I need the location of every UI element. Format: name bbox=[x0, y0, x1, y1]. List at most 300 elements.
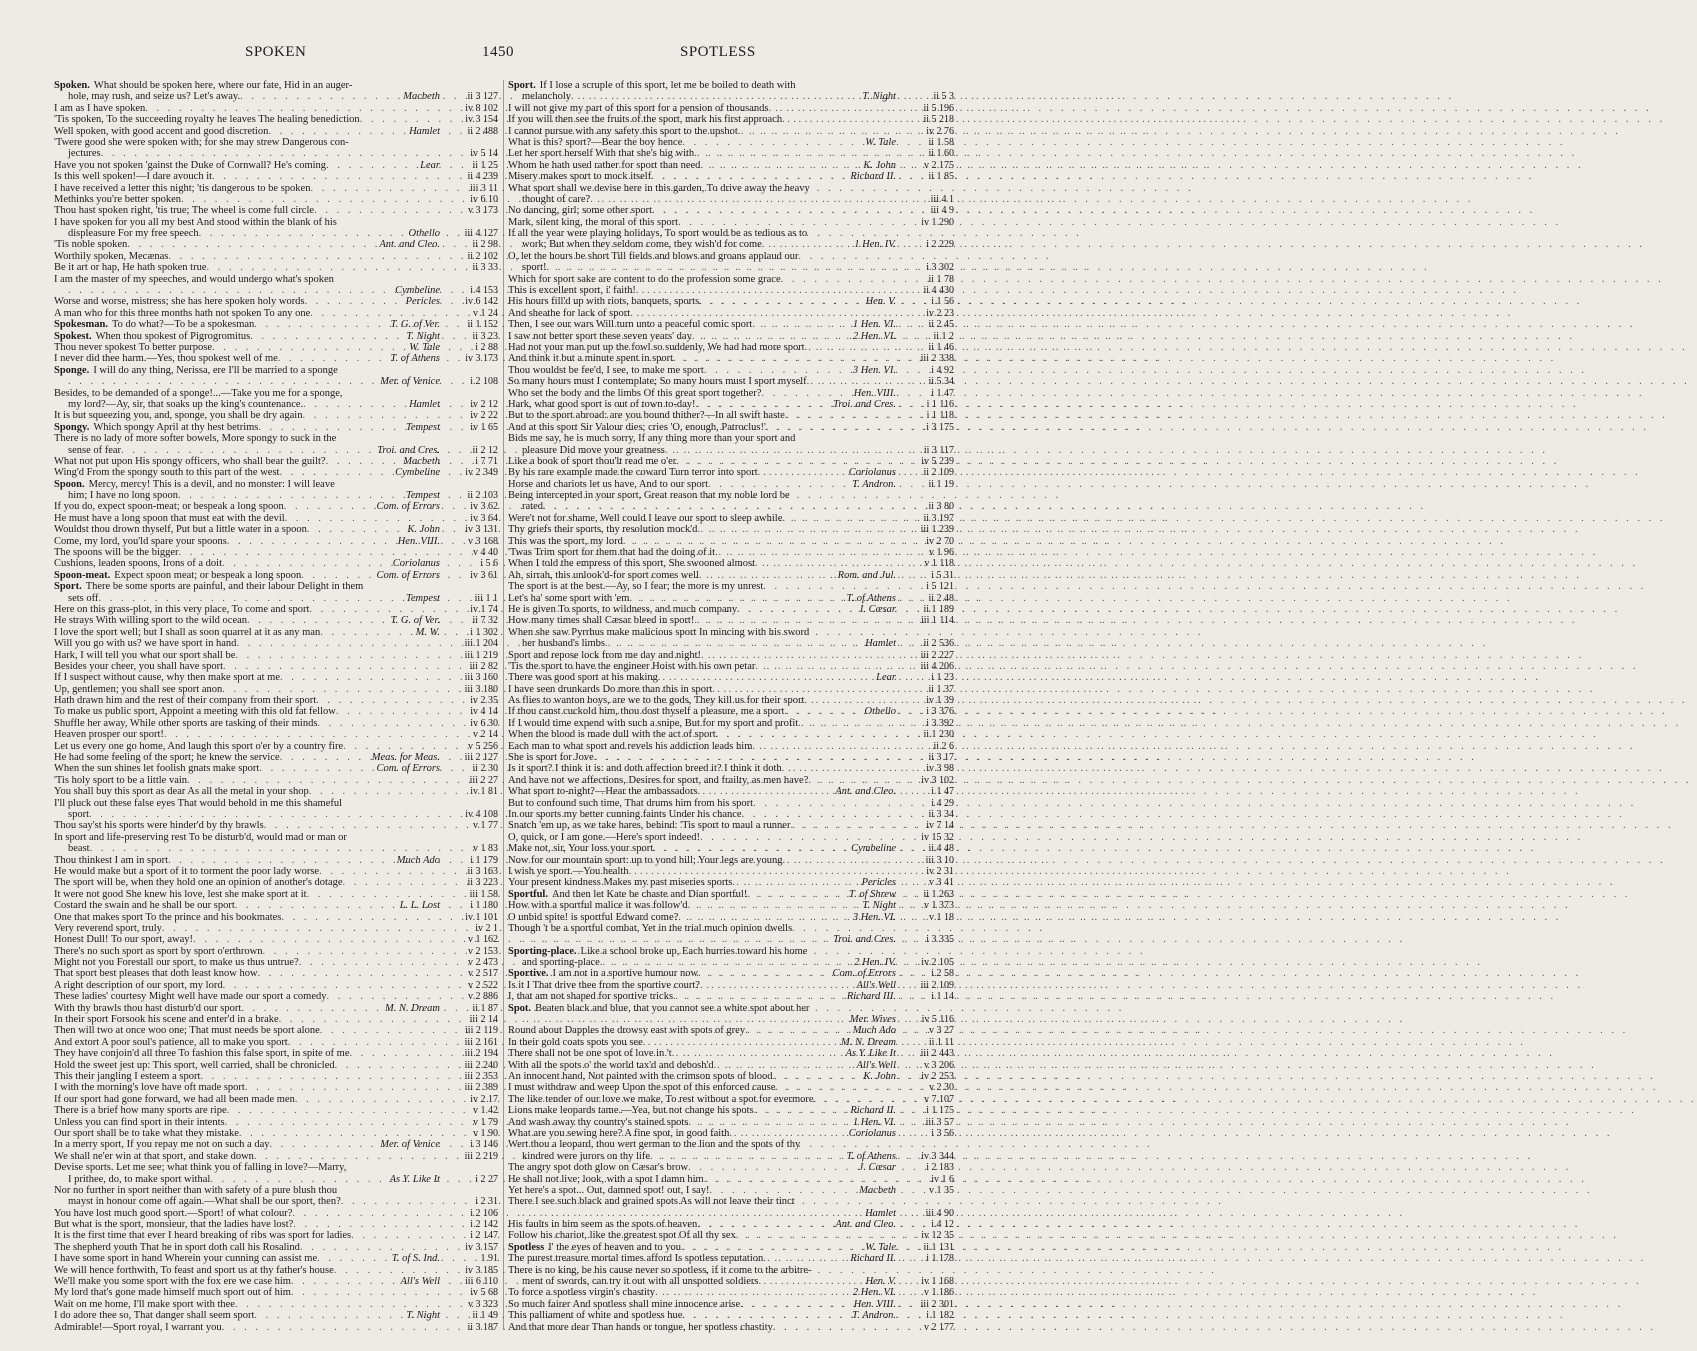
concordance-line bbox=[508, 171, 954, 182]
concordance-line bbox=[508, 1322, 954, 1333]
leader-dots bbox=[697, 1219, 833, 1230]
concordance-line bbox=[54, 171, 498, 182]
leader-dots bbox=[259, 763, 374, 774]
quotation-text: And have not we affections, Desires for sport, and frailty, as men have? bbox=[508, 774, 809, 786]
play-title: Hen. VIII. bbox=[853, 387, 896, 399]
act-scene-line-ref: v 1 24 bbox=[473, 307, 498, 319]
leader-dots bbox=[351, 1230, 440, 1241]
act-scene-line-ref: v 4 40 bbox=[473, 547, 498, 559]
concordance-line bbox=[54, 1060, 498, 1071]
left-column bbox=[54, 80, 498, 1332]
concordance-line bbox=[508, 855, 954, 866]
act-scene-line-ref: iii 3 57 bbox=[925, 1116, 954, 1128]
leader-dots bbox=[692, 331, 851, 342]
concordance-line bbox=[54, 1299, 498, 1310]
quotation-text: Who set the body and the limbs Of this great sport together? bbox=[508, 387, 762, 399]
concordance-line bbox=[508, 752, 954, 763]
leader-dots bbox=[309, 604, 440, 615]
leader-dots bbox=[699, 296, 863, 307]
act-scene-line-ref: iv 2 23 bbox=[926, 307, 954, 319]
concordance-line bbox=[54, 1174, 498, 1185]
concordance-line bbox=[54, 798, 498, 809]
leader-dots bbox=[250, 331, 404, 342]
leader-dots bbox=[254, 319, 388, 330]
quotation-text: her husband's limbs bbox=[522, 638, 605, 650]
quotation-text: Thy griefs their sports, thy resolution mock'd bbox=[508, 524, 698, 536]
act-scene-line-ref: i 1 178 bbox=[926, 1253, 954, 1265]
concordance-line bbox=[508, 695, 954, 706]
act-scene-line-ref: iv 3 157 bbox=[465, 1241, 498, 1253]
concordance-line bbox=[54, 775, 498, 786]
leader-dots bbox=[225, 1117, 440, 1128]
leader-dots bbox=[343, 877, 440, 888]
act-scene-line-ref: ii 1 58 bbox=[928, 136, 954, 148]
act-scene-line-ref: iv 4 108 bbox=[465, 809, 498, 820]
leader-dots bbox=[314, 205, 440, 216]
leader-dots bbox=[658, 672, 874, 683]
act-scene-line-ref: iii 1 58 bbox=[469, 888, 498, 900]
act-scene-line-ref: i 4 29 bbox=[931, 797, 954, 809]
quotation-text: The shepherd youth That he in sport doth call his Rosalind bbox=[54, 1241, 300, 1253]
concordance-line bbox=[54, 706, 498, 717]
concordance-line bbox=[54, 627, 498, 638]
quotation-text: Sportive. I am not in a sportive humour now bbox=[508, 968, 699, 980]
leader-dots bbox=[317, 1253, 390, 1264]
leader-dots bbox=[179, 547, 440, 558]
concordance-line bbox=[54, 980, 498, 991]
quotation-text: When I told the empress of this sport, She swooned almost bbox=[508, 558, 756, 570]
quotation-text: We'll make you some sport with the fox ere we case him bbox=[54, 1276, 291, 1288]
headword: Sponge. bbox=[54, 364, 90, 376]
concordance-line bbox=[508, 376, 954, 387]
leader-dots bbox=[223, 980, 440, 991]
quotation-text: If I suspect without cause, why then make sport at me bbox=[54, 672, 280, 684]
leader-dots bbox=[320, 627, 413, 638]
act-scene-line-ref: iii 1 204 bbox=[464, 638, 498, 650]
play-title: T. Andron. bbox=[852, 478, 896, 490]
quotation-text: Thou wouldst be fee'd, I see, to make me sport bbox=[508, 364, 704, 376]
act-scene-line-ref: iv 2 105 bbox=[921, 957, 954, 969]
act-scene-line-ref: ii 1 131 bbox=[923, 1241, 954, 1253]
quotation-text: rated bbox=[522, 501, 543, 513]
leader-dots bbox=[310, 183, 440, 194]
leader-dots bbox=[571, 91, 860, 102]
leader-dots bbox=[790, 820, 896, 831]
concordance-line bbox=[508, 741, 954, 752]
act-scene-line-ref: ii 5 3 bbox=[933, 91, 954, 103]
concordance-line bbox=[508, 843, 954, 854]
play-title: Tempest bbox=[405, 592, 440, 604]
quotation-text: If you will then see the fruits of the sport, mark his first approach bbox=[508, 114, 783, 126]
leader-dots bbox=[755, 661, 896, 672]
quotation-text: Wert thou a leopard, thou wert german to the lion and the spots of thy bbox=[508, 1139, 801, 1151]
act-scene-line-ref: i 2 183 bbox=[926, 1162, 954, 1174]
leader-dots bbox=[288, 1037, 440, 1048]
quotation-text: I with the morning's love have oft made sport bbox=[54, 1082, 245, 1094]
concordance-line bbox=[508, 661, 954, 672]
play-title: W. Tale bbox=[865, 136, 896, 148]
act-scene-line-ref: iii 1 239 bbox=[920, 524, 954, 536]
act-scene-line-ref: ii 3 187 bbox=[467, 1321, 498, 1333]
concordance-line bbox=[54, 114, 498, 125]
leader-dots bbox=[207, 262, 441, 273]
quotation-text: There shall not be one spot of love in 't bbox=[508, 1048, 672, 1060]
quotation-text: So much fairer And spotless shall mine innocence arise bbox=[508, 1298, 741, 1310]
quotation-text: Be it art or hap, He hath spoken true bbox=[54, 262, 207, 274]
quotation-text: Come, my lord, you'ld spare your spoons bbox=[54, 535, 227, 547]
concordance-line bbox=[54, 957, 498, 968]
leader-dots bbox=[782, 855, 896, 866]
leader-dots bbox=[704, 365, 851, 376]
play-title: Coriolanus bbox=[848, 467, 896, 479]
quotation-text: Let's ha' some sport with 'em bbox=[508, 592, 630, 604]
play-title: J. Cæsar bbox=[858, 603, 896, 615]
concordance-line bbox=[54, 501, 498, 512]
play-title: Richard II. bbox=[850, 171, 896, 183]
leader-dots bbox=[247, 615, 389, 626]
quotation-text: Hold the sweet jest up: This sport, well carried, shall be chronicled bbox=[54, 1059, 335, 1071]
quotation-text: Your present kindness Makes my past miseries sports bbox=[508, 877, 733, 889]
play-title: T. Night bbox=[862, 900, 896, 912]
act-scene-line-ref: v 7 107 bbox=[924, 1093, 954, 1105]
quotation-text: Being intercepted in your sport, Great reason that my noble lord be bbox=[508, 490, 790, 502]
quotation-text: There was good sport at his making bbox=[508, 672, 658, 684]
leader-dots bbox=[623, 536, 896, 547]
leader-dots bbox=[716, 729, 896, 740]
leader-dots bbox=[326, 456, 402, 467]
quotation-text: By his rare example made the coward Turn terror into sport bbox=[508, 467, 758, 479]
leader-dots bbox=[307, 889, 440, 900]
concordance-line bbox=[54, 786, 498, 797]
play-title: Pericles bbox=[861, 877, 896, 889]
act-scene-line-ref: i 3 56 bbox=[931, 1127, 954, 1139]
leader-dots bbox=[269, 1139, 378, 1150]
concordance-line bbox=[54, 228, 498, 239]
act-scene-line-ref: i 1 302 bbox=[470, 626, 498, 638]
quotation-text: I love the sport well; but I shall as soon quarrel at it as any man bbox=[54, 626, 321, 638]
leader-dots bbox=[629, 593, 844, 604]
play-title: Much Ado bbox=[396, 854, 440, 866]
act-scene-line-ref: iv 1 290 bbox=[921, 216, 954, 228]
concordance-line bbox=[508, 1060, 954, 1071]
concordance-line bbox=[54, 912, 498, 923]
concordance-line bbox=[508, 274, 954, 285]
concordance-line bbox=[54, 490, 498, 501]
play-title: Mer. of Venice bbox=[380, 1139, 440, 1151]
quotation-text: When she saw Pyrrhus make malicious sport In mincing with his sword bbox=[508, 626, 810, 638]
play-title: T. Night bbox=[862, 91, 896, 103]
leader-dots bbox=[301, 570, 374, 581]
concordance-line bbox=[54, 445, 498, 456]
act-scene-line-ref: i 3 335 bbox=[926, 934, 954, 946]
quotation-text: melancholy bbox=[522, 91, 571, 103]
act-scene-line-ref: iv 5 68 bbox=[470, 1287, 498, 1299]
concordance-line bbox=[54, 1128, 498, 1139]
quotation-text: How many times shall Cæsar bleed in sport! bbox=[508, 615, 695, 627]
concordance-line bbox=[54, 1185, 498, 1196]
act-scene-line-ref: ii 4 430 bbox=[923, 285, 954, 297]
act-scene-line-ref: ii 1 87 bbox=[472, 1002, 498, 1014]
concordance-line bbox=[54, 103, 498, 114]
play-title: Ant. and Cleo. bbox=[835, 1219, 896, 1231]
act-scene-line-ref: ii 2 488 bbox=[467, 125, 498, 137]
leader-dots bbox=[336, 706, 440, 717]
quotation-text: And at this sport Sir Valour dies; cries 'O, enough, Patroclus!' bbox=[508, 421, 766, 433]
quotation-text: With all the spots o' the world tax'd and debosh'd bbox=[508, 1059, 714, 1071]
leader-dots bbox=[235, 1299, 440, 1310]
act-scene-line-ref: ii 2 536 bbox=[923, 638, 954, 650]
quotation-text: But to confound such time, That drums him from his sport bbox=[508, 797, 754, 809]
right-column bbox=[508, 80, 954, 1332]
quotation-text: him; I have no long spoon bbox=[68, 490, 178, 502]
quotation-text: Thou thinkest I am in sport bbox=[54, 854, 169, 866]
act-scene-line-ref: v 2 473 bbox=[468, 957, 498, 969]
play-title: Hamlet bbox=[409, 125, 440, 137]
concordance-line bbox=[508, 684, 954, 695]
quotation-text: There is a brief how many sports are ripe bbox=[54, 1105, 227, 1117]
leader-dots bbox=[752, 741, 896, 752]
act-scene-line-ref: i 4 92 bbox=[931, 364, 954, 376]
leader-dots bbox=[295, 1094, 440, 1105]
act-scene-line-ref: iii 2 227 bbox=[920, 649, 954, 661]
concordance-line bbox=[508, 103, 954, 114]
concordance-line bbox=[508, 706, 954, 717]
concordance-line bbox=[54, 1014, 498, 1025]
play-title: Richard II. bbox=[850, 1253, 896, 1265]
leader-dots bbox=[698, 786, 834, 797]
act-scene-line-ref: i 2 31 bbox=[475, 1196, 498, 1208]
concordance-line bbox=[508, 877, 954, 888]
concordance-line bbox=[54, 262, 498, 273]
concordance-line bbox=[54, 900, 498, 911]
concordance-line bbox=[508, 1299, 954, 1310]
quotation-text: sport bbox=[68, 809, 89, 820]
concordance-line bbox=[508, 80, 954, 91]
leader-dots bbox=[212, 342, 407, 353]
quotation-text: When the sun shines let foolish gnats make sport bbox=[54, 763, 260, 775]
quotation-text: His hours fill'd up with riots, banquets, sports bbox=[508, 296, 700, 308]
act-scene-line-ref: iv 1 39 bbox=[926, 695, 954, 707]
concordance-line bbox=[54, 217, 498, 228]
act-scene-line-ref: iii 2 14 bbox=[469, 1014, 498, 1026]
concordance-line bbox=[508, 183, 954, 194]
quotation-text: Let us every one go home, And laugh this sport o'er by a country fire bbox=[54, 740, 344, 752]
concordance-line bbox=[54, 1208, 498, 1219]
play-title: Hen. V. bbox=[865, 296, 896, 308]
leader-dots bbox=[704, 1174, 896, 1185]
quotation-text: Devise sports. Let me see; what think you of falling in love?—Marry, bbox=[54, 1162, 347, 1174]
concordance-line bbox=[508, 91, 954, 102]
act-scene-line-ref: ii 3 197 bbox=[923, 512, 954, 524]
play-title: Cymbeline bbox=[395, 467, 440, 479]
concordance-line bbox=[54, 456, 498, 467]
quotation-text: His faults in him seem as the spots of heaven bbox=[508, 1219, 698, 1231]
quotation-text: There is no king, be his cause never so spotless, if it come to the arbitre- bbox=[508, 1264, 812, 1276]
concordance-line bbox=[508, 1253, 954, 1264]
page-number: 1450 bbox=[482, 44, 514, 60]
act-scene-line-ref: ii 2 12 bbox=[472, 444, 498, 456]
concordance-line bbox=[508, 1094, 954, 1105]
leader-dots bbox=[753, 798, 896, 809]
leader-dots bbox=[636, 285, 896, 296]
play-title: Othello bbox=[864, 706, 896, 718]
quotation-text: Which for sport sake are content to do the profession some grace bbox=[508, 273, 781, 285]
quotation-text: jectures bbox=[68, 148, 101, 160]
concordance-line bbox=[54, 650, 498, 661]
concordance-line bbox=[508, 1287, 954, 1298]
headword: Spot. bbox=[508, 1002, 532, 1014]
quotation-text: What not put upon His spongy officers, who shall bear the guilt? bbox=[54, 455, 326, 467]
quotation-text: A man who for this three months hath not spoken To any one bbox=[54, 307, 311, 319]
play-title: Tempest bbox=[405, 490, 440, 502]
play-title: L. L. Lost bbox=[399, 900, 440, 912]
leader-dots bbox=[678, 217, 896, 228]
quotation-text: 'Tis spoken, To the succeeding royalty he leaves The healing benediction bbox=[54, 114, 360, 126]
headword: Spoon-meat. bbox=[54, 569, 111, 581]
concordance-line bbox=[54, 570, 498, 581]
leader-dots bbox=[317, 718, 440, 729]
leader-dots bbox=[223, 661, 440, 672]
quotation-text: If I would time expend with such a snipe, But for my sport and profit bbox=[508, 717, 799, 729]
concordance-line bbox=[54, 410, 498, 421]
quotation-text: This their jangling I esteem a sport bbox=[54, 1070, 201, 1082]
act-scene-line-ref: i 1 56 bbox=[931, 296, 954, 308]
quotation-text: There's no such sport as sport by sport o'erthrown bbox=[54, 945, 263, 957]
act-scene-line-ref: iv 7 14 bbox=[926, 820, 954, 832]
act-scene-line-ref: iii 1 114 bbox=[921, 615, 954, 627]
leader-dots bbox=[309, 786, 440, 797]
quotation-text: I wish ye sport.—You health bbox=[508, 865, 629, 877]
concordance-line bbox=[508, 1174, 954, 1185]
quotation-text: Like a book of sport thou'lt read me o'er bbox=[508, 455, 677, 467]
leader-dots bbox=[600, 957, 852, 968]
quotation-text: Unless you can find sport in their intents bbox=[54, 1116, 225, 1128]
quotation-text: He strays With willing sport to the wild ocean bbox=[54, 615, 248, 627]
act-scene-line-ref: iv 5 116 bbox=[921, 1014, 954, 1026]
leader-dots bbox=[650, 1151, 844, 1162]
concordance-line bbox=[54, 524, 498, 535]
play-title: Hamlet bbox=[865, 1207, 896, 1219]
concordance-line bbox=[508, 627, 954, 638]
play-title: Ant. and Cleo. bbox=[835, 786, 896, 798]
leader-dots bbox=[239, 1128, 440, 1139]
quotation-text: These ladies' courtesy Might well have made our sport a comedy bbox=[54, 991, 327, 1003]
concordance-line bbox=[508, 1139, 954, 1150]
act-scene-line-ref: iv 2 253 bbox=[921, 1070, 954, 1082]
concordance-line bbox=[54, 433, 498, 444]
concordance-line bbox=[54, 855, 498, 866]
concordance-line bbox=[508, 1265, 954, 1276]
quotation-text: 'Tis holy sport to be a little vain bbox=[54, 774, 188, 786]
concordance-line bbox=[54, 205, 498, 216]
act-scene-line-ref: v 3 27 bbox=[929, 1025, 954, 1037]
act-scene-line-ref: ii 1 46 bbox=[928, 341, 954, 353]
concordance-line bbox=[54, 843, 498, 854]
leader-dots bbox=[168, 855, 395, 866]
play-title: Cymbeline bbox=[851, 843, 896, 855]
concordance-line bbox=[54, 536, 498, 547]
leader-dots bbox=[682, 1310, 850, 1321]
concordance-line bbox=[54, 638, 498, 649]
concordance-line bbox=[54, 308, 498, 319]
leader-dots bbox=[676, 456, 896, 467]
concordance-line bbox=[508, 786, 954, 797]
act-scene-line-ref: v 2 522 bbox=[468, 979, 498, 991]
act-scene-line-ref: v 2 175 bbox=[924, 159, 954, 171]
quotation-text: Though 't be a sportful combat, Yet in the trial much opinion dwells bbox=[508, 922, 793, 934]
quotation-text: Bids me say, he is much sorry, If any thing more than your sport and bbox=[508, 433, 796, 445]
leader-dots bbox=[697, 524, 896, 535]
quotation-text: I am as I have spoken bbox=[54, 102, 146, 114]
act-scene-line-ref: ii 5 196 bbox=[923, 102, 954, 114]
quotation-text: Worthily spoken, Mecænas bbox=[54, 250, 169, 262]
concordance-line bbox=[508, 1276, 954, 1287]
play-title: 2 Hen. VI. bbox=[852, 330, 896, 342]
leader-dots bbox=[293, 1219, 440, 1230]
leader-dots bbox=[688, 1117, 850, 1128]
leader-dots bbox=[89, 809, 440, 820]
leader-dots bbox=[284, 501, 375, 512]
concordance-line bbox=[508, 217, 954, 228]
quotation-text: thought of care? bbox=[522, 193, 591, 205]
concordance-line bbox=[508, 820, 954, 831]
concordance-line bbox=[54, 479, 498, 490]
quotation-text: hole, may rush, and seize us? Let's away. bbox=[68, 91, 241, 103]
quotation-text: 'Tis the sport to have the engineer Hoist with his own petar bbox=[508, 660, 756, 672]
leader-dots bbox=[814, 1094, 896, 1105]
concordance-line bbox=[54, 1139, 498, 1150]
act-scene-line-ref: i 1 118 bbox=[926, 410, 954, 422]
headword: Sport. bbox=[508, 80, 536, 91]
act-scene-line-ref: ii 2 98 bbox=[472, 239, 498, 251]
act-scene-line-ref: iv 3 64 bbox=[470, 512, 498, 524]
play-title: W. Tale bbox=[865, 1241, 896, 1253]
leader-dots bbox=[236, 638, 440, 649]
quotation-text: I will not give my part of this sport for a pension of thousands bbox=[508, 102, 769, 114]
quotation-text: Costard the swain and he shall be our sport bbox=[54, 900, 235, 912]
leader-dots bbox=[652, 205, 896, 216]
act-scene-line-ref: iv 3 62 bbox=[470, 501, 498, 513]
concordance-line bbox=[508, 968, 954, 979]
act-scene-line-ref: iv 2 35 bbox=[470, 695, 498, 707]
leader-dots bbox=[522, 1014, 848, 1025]
leader-dots bbox=[759, 1276, 864, 1287]
leader-dots bbox=[732, 877, 859, 888]
quotation-text: Very reverend sport, truly bbox=[54, 922, 162, 934]
leader-dots bbox=[782, 513, 896, 524]
leader-dots bbox=[714, 1060, 855, 1071]
quotation-text: Well spoken, with good accent and good discretion bbox=[54, 125, 269, 137]
concordance-line bbox=[508, 1128, 954, 1139]
leader-dots bbox=[665, 445, 896, 456]
leader-dots bbox=[164, 729, 440, 740]
leader-dots bbox=[145, 103, 440, 114]
quotation-text: Have you not spoken 'gainst the Duke of Cornwall? He's coming bbox=[54, 159, 327, 171]
concordance-line bbox=[54, 513, 498, 524]
leader-dots bbox=[768, 103, 896, 114]
quotation-text: Hath drawn him and the rest of their company from their sport bbox=[54, 695, 317, 707]
concordance-line bbox=[508, 1151, 954, 1162]
headword: Sporting-place. bbox=[508, 945, 577, 957]
quotation-text: I saw not better sport these seven years' day bbox=[508, 330, 692, 342]
leader-dots bbox=[700, 832, 896, 843]
quotation-text: Our sport shall be to take what they mistake bbox=[54, 1127, 239, 1139]
act-scene-line-ref: v 2 886 bbox=[468, 991, 498, 1003]
leader-dots bbox=[805, 342, 896, 353]
act-scene-line-ref: i 3 146 bbox=[470, 1139, 498, 1151]
leader-dots bbox=[698, 968, 830, 979]
concordance-line bbox=[508, 205, 954, 216]
